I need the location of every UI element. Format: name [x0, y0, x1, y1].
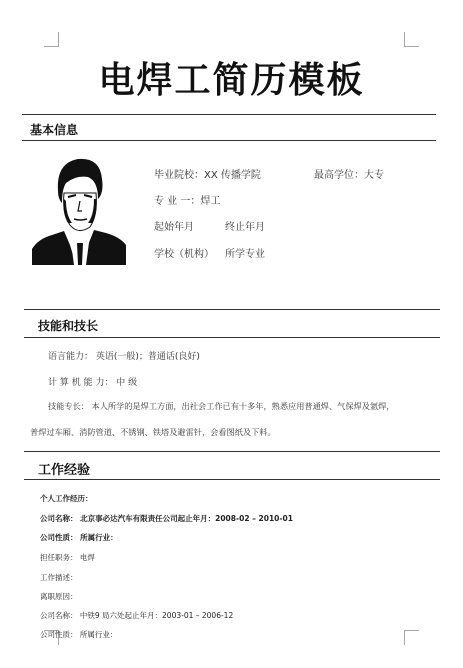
work-description-1: 工作描述： [40, 573, 78, 582]
section-rule-top [24, 451, 440, 452]
section-rule-bottom [24, 479, 440, 480]
major: 专 业 一：焊工 [154, 196, 221, 207]
work-history-heading: 个人工作经历： [40, 494, 93, 503]
work-company-nature-1: 公司性质： 所属行业： [40, 533, 118, 542]
computer-ability: 计 算 机 能 力： 中 级 [48, 378, 138, 388]
work-company-2: 公司名称： 中铁9 局六处起止年月：2003-01 – 2006-12 [40, 611, 234, 620]
graduation-school: 毕业院校：XX 传播学院 [154, 170, 261, 181]
highest-degree: 最高学位：大专 [314, 170, 384, 181]
work-leave-reason-1: 离职原因： [40, 592, 78, 601]
section-title-skills: 技能和技长 [38, 319, 99, 333]
major-studied-label: 所学专业 [225, 249, 265, 260]
crop-mark-top-right [404, 32, 419, 47]
end-date-label: 终止年月 [225, 222, 265, 233]
profile-photo [32, 153, 126, 265]
page-title: 电焊工简历模板 [98, 60, 365, 101]
section-rule-bottom [24, 337, 440, 338]
crop-mark-top-left [44, 32, 59, 47]
section-rule-top [22, 114, 436, 115]
section-title-basic-info: 基本信息 [30, 123, 79, 137]
work-position-1: 担任职务： 电焊 [40, 553, 95, 562]
language-ability: 语言能力： 英语(一般)；普通话(良好) [48, 352, 200, 362]
start-date-label: 起始年月 [154, 222, 194, 233]
skill-specialty-line1: 技能专长： 本人所学的是焊工方面，出社会工作已有十多年，熟悉应用普通焊、气保焊及氩焊， [48, 401, 395, 411]
section-title-work: 工作经验 [38, 463, 91, 478]
section-rule-top [24, 309, 440, 310]
work-company-nature-2: 公司性质： 所属行业： [40, 630, 118, 639]
school-institution-label: 学校（机构） [154, 249, 214, 260]
work-company-1: 公司名称： 北京事必达汽车有限责任公司起止年月：2008-02 – 2010-01 [40, 514, 293, 523]
section-rule-bottom [22, 140, 436, 141]
skill-specialty-line2: 普焊过车厢、消防管道、不锈钢、铁塔及避雷针，会看图纸及下料。 [30, 427, 276, 437]
crop-mark-bottom-right [404, 630, 419, 645]
